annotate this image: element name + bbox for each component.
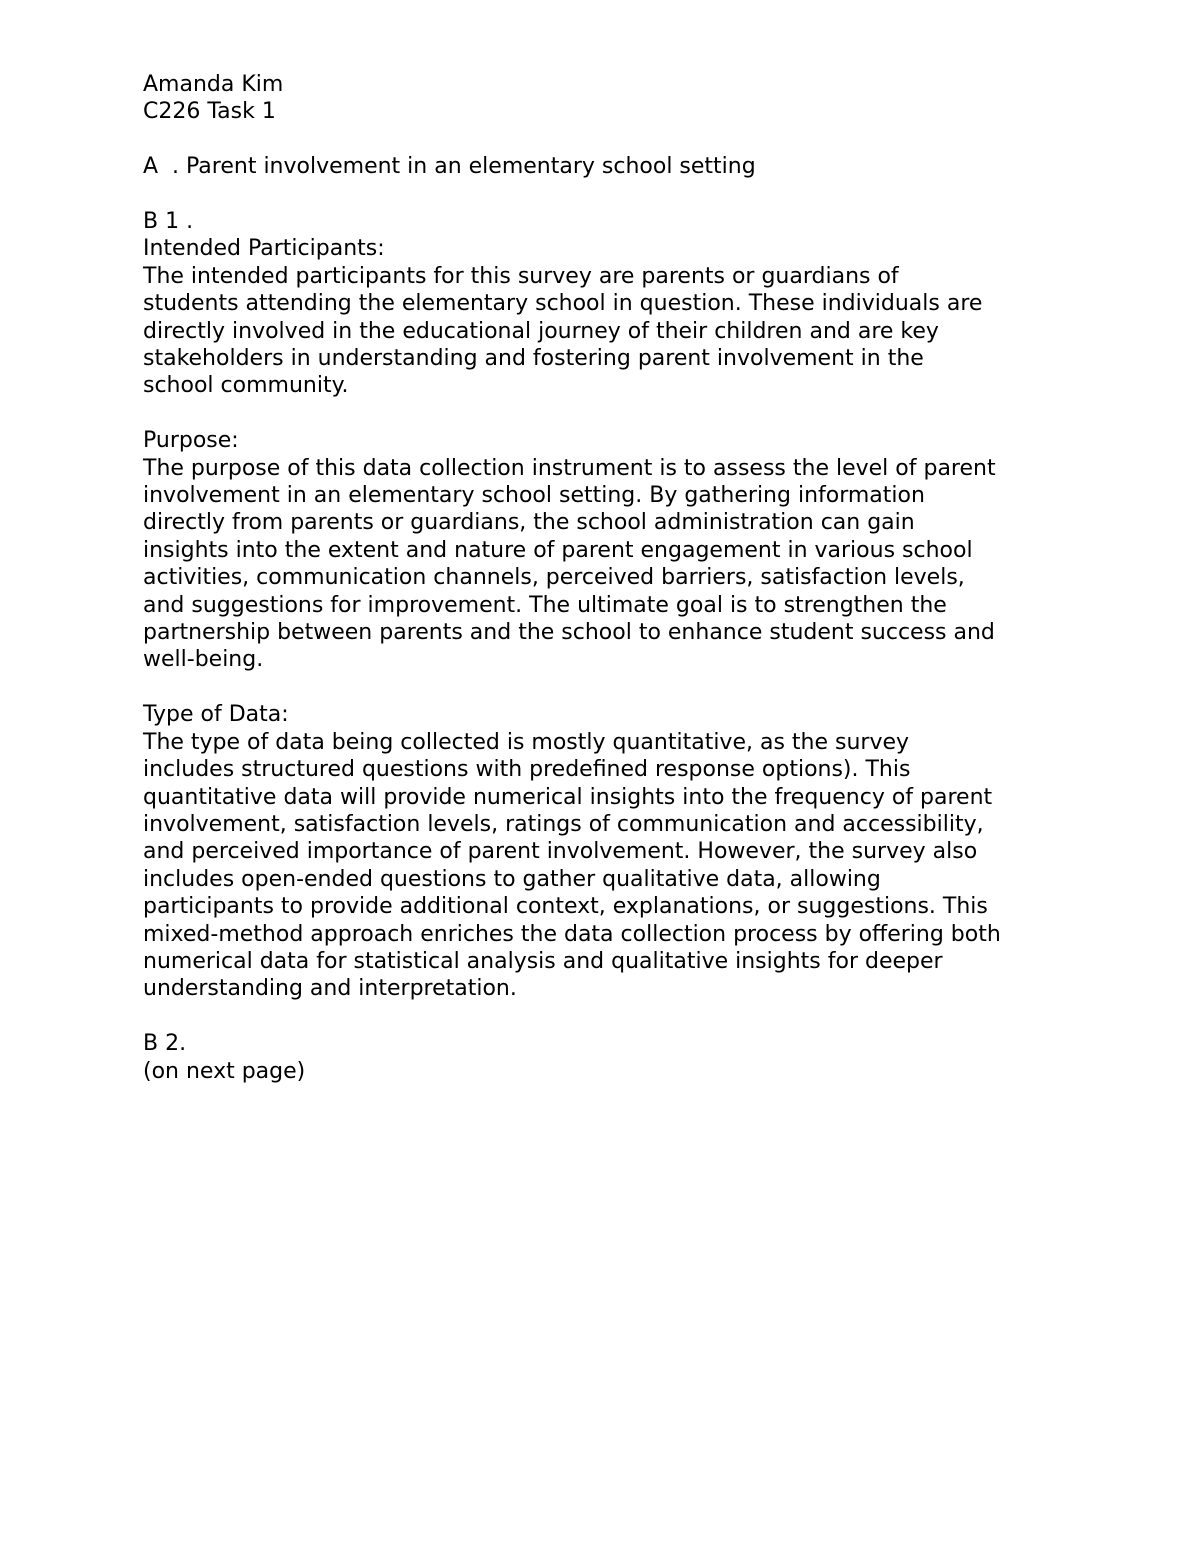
author-name: Amanda Kim bbox=[143, 72, 284, 97]
paragraph-line: stakeholders in understanding and fostering parent involvement in the bbox=[143, 346, 924, 372]
data-type-paragraph bbox=[143, 729, 1083, 1003]
paragraph-line: insights into the extent and nature of parent engagement in various school bbox=[143, 537, 973, 563]
course-task: C226 Task 1 bbox=[143, 99, 276, 125]
paragraph-line: well-being. bbox=[143, 647, 264, 673]
spacer bbox=[143, 400, 1083, 427]
paragraph-line: numerical data for statistical analysis and qualitative insights for deeper bbox=[143, 948, 943, 974]
paragraph-line: includes structured questions with predefined response options). This bbox=[143, 757, 911, 783]
paragraph-line: The type of data being collected is mostly quantitative, as the survey bbox=[143, 729, 910, 755]
spacer bbox=[143, 674, 1083, 701]
paragraph-line: school community. bbox=[143, 373, 349, 399]
spacer bbox=[143, 181, 1083, 208]
data-type-label: Type of Data: bbox=[143, 702, 289, 728]
paragraph-line: involvement, satisfaction levels, ratings of communication and accessibility, bbox=[143, 811, 984, 837]
paragraph-line: directly involved in the educational journey of their children and are key bbox=[143, 318, 939, 344]
section-a-heading: A . Parent involvement in an elementary school setting bbox=[143, 154, 756, 180]
paragraph-line: partnership between parents and the school to enhance student success and bbox=[143, 620, 995, 646]
paragraph-line: understanding and interpretation. bbox=[143, 976, 517, 1002]
paragraph-line: The purpose of this data collection instrument is to assess the level of parent bbox=[143, 455, 996, 481]
spacer bbox=[143, 1003, 1083, 1030]
document-body bbox=[143, 71, 1083, 1085]
paragraph-line: activities, communication channels, perceived barriers, satisfaction levels, bbox=[143, 565, 965, 591]
paragraph-line: and perceived importance of parent involvement. However, the survey also bbox=[143, 839, 978, 865]
paragraph-line: involvement in an elementary school setting. By gathering information bbox=[143, 483, 925, 509]
participants-paragraph bbox=[143, 263, 1083, 400]
purpose-paragraph bbox=[143, 455, 1083, 674]
paragraph-line: includes open-ended questions to gather qualitative data, allowing bbox=[143, 866, 881, 892]
paragraph-line: participants to provide additional context, explanations, or suggestions. This bbox=[143, 894, 988, 920]
spacer bbox=[143, 126, 1083, 153]
paragraph-line: mixed-method approach enriches the data collection process by offering both bbox=[143, 921, 1001, 947]
paragraph-line: The intended participants for this survey are parents or guardians of bbox=[143, 263, 899, 289]
paragraph-line: quantitative data will provide numerical insights into the frequency of parent bbox=[143, 784, 993, 810]
section-b1-heading: B 1 . bbox=[143, 209, 194, 234]
paragraph-line: and suggestions for improvement. The ultimate goal is to strengthen the bbox=[143, 592, 947, 618]
participants-label: Intended Participants: bbox=[143, 236, 385, 262]
section-b2-note: (on next page) bbox=[143, 1058, 306, 1084]
paragraph-line: students attending the elementary school in question. These individuals are bbox=[143, 291, 983, 317]
section-b2-heading: B 2. bbox=[143, 1031, 187, 1057]
purpose-label: Purpose: bbox=[143, 428, 239, 454]
paragraph-line: directly from parents or guardians, the school administration can gain bbox=[143, 510, 915, 536]
